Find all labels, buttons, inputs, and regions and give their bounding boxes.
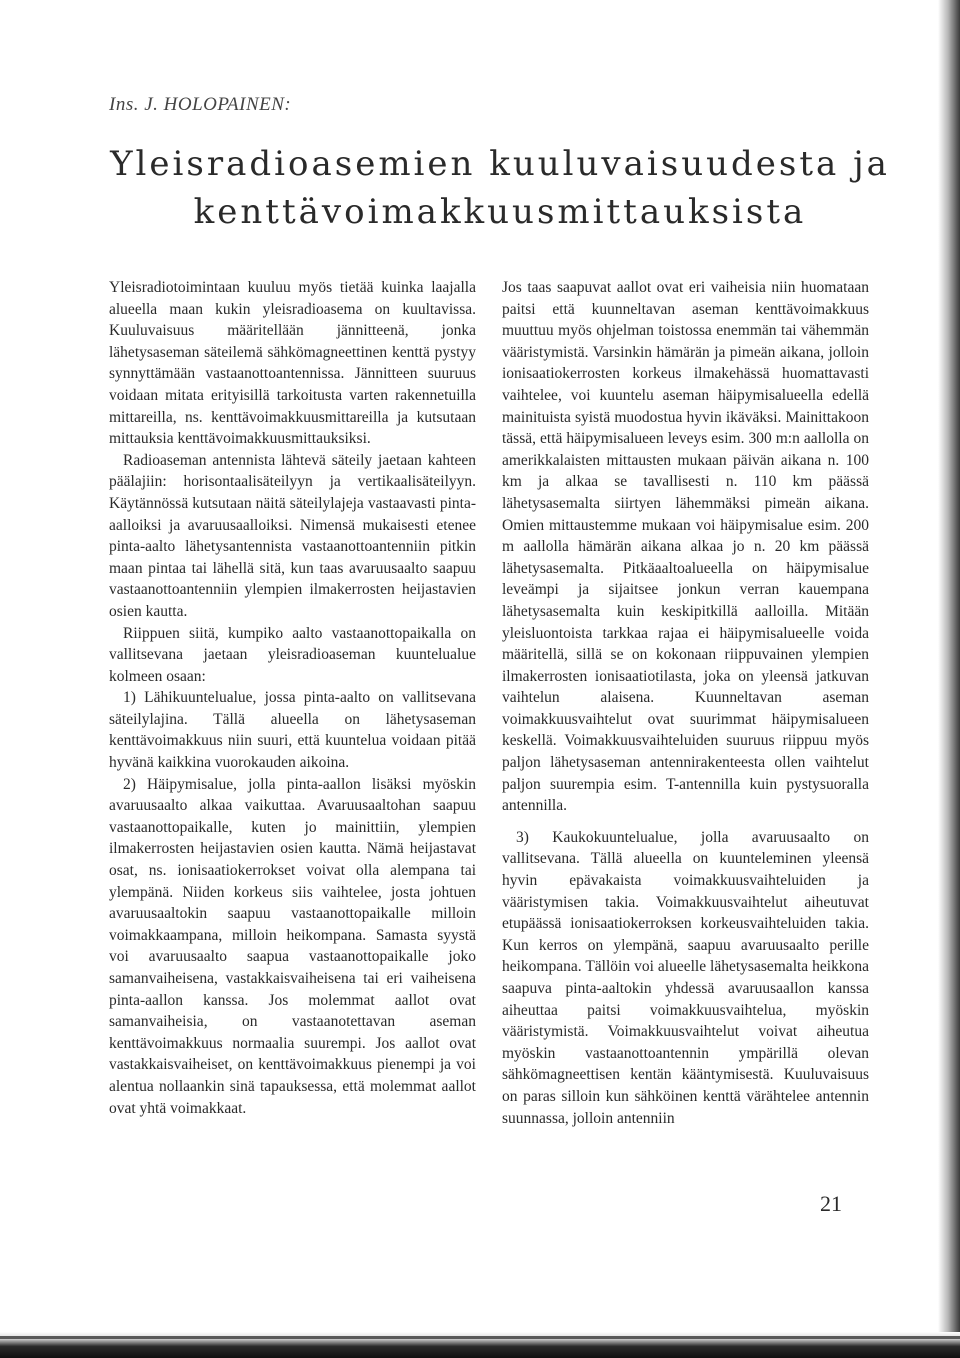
list-item-3: 3) Kaukokuuntelualue, jolla avaruusaalto on vallitsevana. Tällä alueella on kuunteleminen yleensä hyvin epävakaista voimakkuusvaihteluiden ja vääristymisen takia. Voimakkuusvaihtelut aiheutuvat etupäässä ionisaatiokerroksen korkeusvaihteluiden takia. Kun kerros on ylempänä, saapuu avaruusaalto perille heikompana. Tällöin voi alueelle lähetysasemalta heikkona saapuva pinta-aaltokin yhdessä avaruusaallon kanssa aiheuttaa paitsi voimakkuusvaihtelua, myöskin vääristymistä. Voimakkuusvaihtelut voivat aiheutua myöskin vastaanottoantennin ympärillä olevan sähkömagneettisen kentän kääntymisestä. Kuuluvaisuus on paras silloin kun sähköinen kenttä värähtelee antennin suunnassa, jolloin antenniin: [502, 828, 869, 1127]
paragraph: Yleisradiotoimintaan kuuluu myös tietää kuinka laajalla alueella maan kukin yleisradioasema on kuultavissa. Kuuluvaisuus määritellään jännitteenä, jonka lähetysaseman säteilemä sähkömagneettinen kenttä pystyy synnyttämään vastaanottoantennissa. Jännitteen suuruus voidaan mitata erityisillä tarkoitusta varten rakennetuilla mittareilla, ns. kenttävoimakkuusmittareilla ja kutsutaan mittauksia kenttävoimakkuusmittauksiksi.: [109, 279, 476, 448]
scan-right-edge: [938, 0, 960, 1358]
list-item-2: 2) Häipymisalue, jolla pinta-aallon lisäksi myöskin avaruusaalto alkaa vaikuttaa. Avaruusaaltohan saapuu vastaanottopaikalle, kuten jo mainittiin, ylempien ilmakerrosten heijastavien osien kautta. Nämä heijastavat osat, ns. ionisaatiokerrokset voivat olla alempana tai ylempänä. Niiden korkeus siis vaihtelee, josta johtuen avaruusaaltokin saapuu vastaanottopaikalle milloin voimakkaampana, milloin heikompana. Samasta syystä voi avaruusaalto saapua vastaanottopaikalle joko samanvaiheisena, vastakkaisvaiheisena tai eri vaiheisena pinta-aallon kanssa. Jos molemmat aallot ovat samanvaiheisia, on vastaanotettavan aseman kenttävoimakkuus normaalia suurempi. Jos aallot ovat vastakkaisvaiheiset, on kenttävoimakkuus pienempi ja voi alentua nollaankin sinä tapauksessa, että molemmat aallot ovat yhtä voimakkaat.: [109, 775, 476, 1117]
paragraph: Radioaseman antennista lähtevä säteily jaetaan kahteen päälajiin: horisontaalisäteilyyn ja vertikaalisäteilyyn. Käytännössä kutsutaan näitä säteilylajeja vastaavasti pinta-aalloiksi ja avaruusaalloiksi. Nimensä mukaisesti etenee pinta-aalto lähetysantennista vastaanottoantenniin pitkin maan pintaa tai lähellä sitä, kun taas avaruusaalto saapuu vastaanottoantenniin ylempien ilmakerrosten heijastavien osien kautta.: [109, 451, 476, 620]
paragraph: Riippuen siitä, kumpiko aalto vastaanottopaikalla on vallitsevana jaetaan yleisradioaseman kuuntelualue kolmeen osaan:: [109, 624, 476, 685]
list-item-1: 1) Lähikuuntelualue, jossa pinta-aalto on vallitsevana säteilylajina. Tällä alueella on lähetysaseman kenttävoimakkuus niin suuri, että kuuntelua voidaan pitää hyvänä kaikkina vuorokauden aikoina.: [109, 689, 476, 772]
author-line: Ins. J. HOLOPAINEN:: [109, 94, 292, 115]
left-column: [109, 277, 476, 1119]
page-number: 21: [820, 1191, 842, 1216]
paragraph: Jos taas saapuvat aallot ovat eri vaiheisia niin huomataan paitsi että kuunneltavan aseman kenttävoimakkuus muuttuu myös ohjelman toistossa enemmän tai vähemmän vääristymistä. Varsinkin hämärän ja pimeän aikana, jolloin ionisaatiokerrosten korkeus ilmakehässä huomattavasti vaihtelee, voi kuuntelu aseman häipymisalueella edellä mainituista syistä muodostua hyvin ikäväksi. Mainittakoon tässä, että häipymisalueen leveys esim. 300 m:n aallolla on amerikkalaisten mittausten mukaan päivän aikana n. 100 km ja alkaa se tavallisesti n. 110 km päässä lähetysasemalta siirtyen lähemmäksi pimeän aikana. Omien mittaustemme mukaan voi häipymisalue esim. 200 m aallolla hämärän aikana alkaa jo n. 20 km päässä lähetysasemalta. Pitkäaaltoalueella on häipymisalue leveämpi ja sijaitsee jonkun verran kauempana lähetysasemalta kuin keskipitkillä aalloilla. Mitään yleisluontoista tarkkaa rajaa ei häipymisalueelle voida määritellä, sillä se on kokonaan riippuvainen ylempien ilmakerrosten ionisaatiotilasta, joka on yleensä jatkuvan vaihtelun alaisena. Kuunneltavan aseman voimakkuusvaihtelut ovat suurimmat häipymisalueen keskellä. Voimakkuusvaihteluiden suuruus riippuu myös paljon lähetysaseman antennirakenteesta ollen vaihtelut paljon suurempia esim. T-antennilla kuin pystysuoralla antennilla.: [502, 279, 869, 815]
scan-bottom-edge: [0, 1332, 960, 1358]
right-column: [502, 277, 869, 1129]
title-line-2: kenttävoimakkuusmittauksista: [193, 192, 807, 232]
title-line-1: Yleisradioasemien kuuluvaisuudesta ja: [110, 144, 890, 184]
article-title: [60, 140, 940, 236]
